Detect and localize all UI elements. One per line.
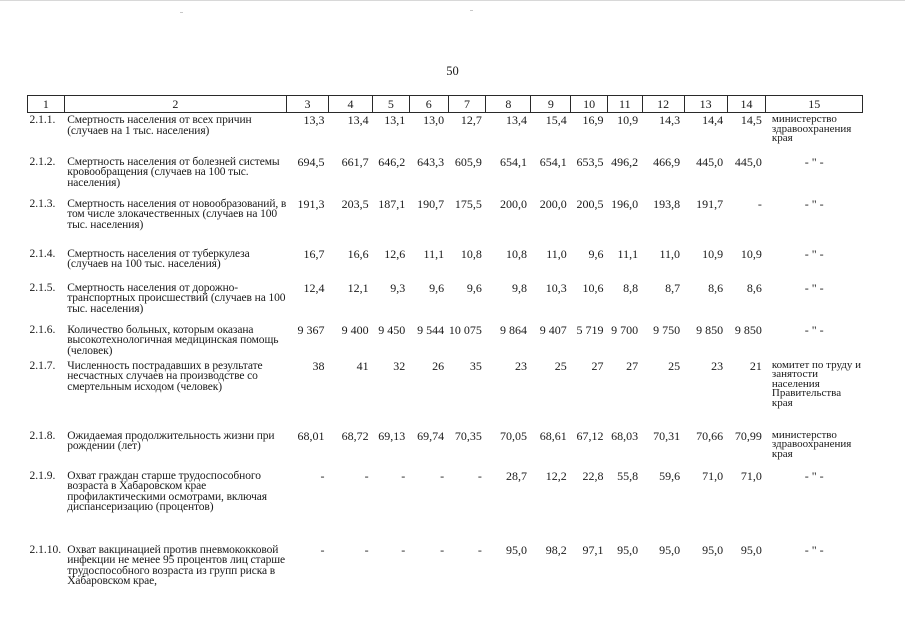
value-cell: 25 xyxy=(554,358,567,373)
scan-speck xyxy=(180,12,183,13)
responsible-executor: - " - xyxy=(804,280,824,295)
column-header-4: 4 xyxy=(329,96,373,113)
value-cell: 9 544 xyxy=(417,322,445,337)
table-row xyxy=(28,469,863,543)
scan-edge-line xyxy=(0,0,905,1)
value-cell: 694,5 xyxy=(297,154,325,169)
column-header-11: 11 xyxy=(608,96,643,113)
value-cell: 97,1 xyxy=(582,542,604,557)
table-row xyxy=(28,429,863,469)
value-cell: 193,8 xyxy=(653,196,681,211)
indicator-code: 2.1.9. xyxy=(29,469,56,482)
indicators-table xyxy=(27,95,863,607)
column-header-12: 12 xyxy=(642,96,684,113)
responsible-executor: - " - xyxy=(804,154,824,169)
value-cell: 13,4 xyxy=(347,113,369,127)
responsible-executor: - " - xyxy=(804,542,824,557)
value-cell: 203,5 xyxy=(341,196,369,211)
value-cell: 9 864 xyxy=(499,322,527,337)
value-cell: 10 075 xyxy=(448,322,482,337)
value-cell: 5 719 xyxy=(576,322,604,337)
value-cell: 15,4 xyxy=(545,113,567,127)
table-row xyxy=(28,323,863,359)
value-cell: 200,0 xyxy=(539,196,567,211)
value-cell: 68,61 xyxy=(539,428,567,443)
column-header-2: 2 xyxy=(64,96,286,113)
value-cell: 9,8 xyxy=(511,280,527,295)
value-cell: 13,1 xyxy=(384,113,406,127)
value-cell: 12,7 xyxy=(460,113,482,127)
column-header-6: 6 xyxy=(409,96,448,113)
value-cell: 14,4 xyxy=(702,113,724,127)
value-cell: 16,9 xyxy=(582,113,604,127)
value-cell: 643,3 xyxy=(417,154,445,169)
value-cell: 95,0 xyxy=(617,542,639,557)
value-cell: - xyxy=(320,468,325,483)
value-cell: 12,4 xyxy=(303,280,325,295)
table-row xyxy=(28,113,863,155)
value-cell: 9 750 xyxy=(653,322,681,337)
indicator-code: 2.1.2. xyxy=(29,155,56,168)
value-cell: 191,7 xyxy=(696,196,724,211)
value-cell: - xyxy=(364,542,369,557)
value-cell: 9 367 xyxy=(297,322,325,337)
value-cell: 10,3 xyxy=(545,280,567,295)
value-cell: 9 850 xyxy=(734,322,762,337)
responsible-executor: - " - xyxy=(804,196,824,211)
column-header-15: 15 xyxy=(766,96,863,113)
value-cell: 95,0 xyxy=(740,542,762,557)
value-cell: - xyxy=(757,196,762,211)
indicator-name: Количество больных, которым оказана высокотехнологичная медицинская помощь (человек) xyxy=(67,323,279,357)
value-cell: 95,0 xyxy=(702,542,724,557)
value-cell: 38 xyxy=(312,358,325,373)
value-cell: 68,01 xyxy=(297,428,325,443)
value-cell: 98,2 xyxy=(545,542,567,557)
value-cell: 67,12 xyxy=(576,428,604,443)
value-cell: 69,74 xyxy=(417,428,445,443)
scan-speck xyxy=(470,10,473,11)
value-cell: 9 450 xyxy=(378,322,406,337)
column-header-10: 10 xyxy=(571,96,608,113)
value-cell: 445,0 xyxy=(734,154,762,169)
indicator-name: Ожидаемая продолжительность жизни при рождении (лет) xyxy=(67,429,275,452)
value-cell: 14,5 xyxy=(740,113,762,127)
indicator-name: Смертность населения от всех причин (случаев на 1 тыс. населения) xyxy=(67,114,252,137)
responsible-executor: - " - xyxy=(804,246,824,261)
value-cell: 13,0 xyxy=(423,113,445,127)
value-cell: 654,1 xyxy=(499,154,527,169)
value-cell: 11,1 xyxy=(423,246,445,261)
responsible-executor: министерство здравоохранения края xyxy=(771,113,852,144)
column-header-13: 13 xyxy=(684,96,727,113)
table-body xyxy=(28,113,863,607)
column-header-1: 1 xyxy=(28,96,65,113)
value-cell: 9 400 xyxy=(341,322,369,337)
value-cell: - xyxy=(364,468,369,483)
value-cell: 10,8 xyxy=(460,246,482,261)
value-cell: 661,7 xyxy=(341,154,369,169)
value-cell: 9 700 xyxy=(611,322,639,337)
value-cell: 654,1 xyxy=(539,154,567,169)
value-cell: 11,0 xyxy=(659,246,681,261)
value-cell: 95,0 xyxy=(659,542,681,557)
value-cell: 13,3 xyxy=(303,113,325,127)
value-cell: 196,0 xyxy=(611,196,639,211)
indicator-code: 2.1.10. xyxy=(29,543,62,556)
value-cell: 70,05 xyxy=(499,428,527,443)
value-cell: 10,9 xyxy=(617,113,639,127)
column-header-7: 7 xyxy=(448,96,486,113)
indicator-code: 2.1.5. xyxy=(29,281,56,294)
value-cell: 70,66 xyxy=(696,428,724,443)
value-cell: - xyxy=(401,542,406,557)
indicator-code: 2.1.8. xyxy=(29,429,56,442)
table-row xyxy=(28,197,863,247)
value-cell: 27 xyxy=(626,358,639,373)
value-cell: 28,7 xyxy=(505,468,527,483)
indicator-code: 2.1.6. xyxy=(29,323,56,336)
page-number: 50 xyxy=(446,64,459,78)
value-cell: 21 xyxy=(749,358,762,373)
value-cell: 8,8 xyxy=(623,280,639,295)
responsible-executor: - " - xyxy=(804,322,824,337)
column-header-5: 5 xyxy=(373,96,410,113)
value-cell: - xyxy=(320,542,325,557)
value-cell: 13,4 xyxy=(505,113,527,127)
value-cell: 70,35 xyxy=(454,428,482,443)
value-cell: 16,7 xyxy=(303,246,325,261)
value-cell: 32 xyxy=(393,358,406,373)
column-header-8: 8 xyxy=(486,96,531,113)
value-cell: 9,3 xyxy=(390,280,406,295)
value-cell: 41 xyxy=(356,358,369,373)
value-cell: 8,6 xyxy=(746,280,762,295)
value-cell: 9 407 xyxy=(539,322,567,337)
value-cell: 9 850 xyxy=(696,322,724,337)
value-cell: 200,5 xyxy=(576,196,604,211)
value-cell: 11,1 xyxy=(617,246,639,261)
value-cell: 187,1 xyxy=(378,196,406,211)
value-cell: - xyxy=(440,468,445,483)
value-cell: 496,2 xyxy=(611,154,639,169)
value-cell: 12,6 xyxy=(384,246,406,261)
value-cell: 191,3 xyxy=(297,196,325,211)
value-cell: 605,9 xyxy=(454,154,482,169)
value-cell: 8,7 xyxy=(665,280,681,295)
value-cell: 190,7 xyxy=(417,196,445,211)
value-cell: 9,6 xyxy=(429,280,445,295)
indicator-name: Смертность населения от дорожно-транспортных происшествий (случаев на 100 тыс. населения) xyxy=(67,281,286,315)
value-cell: 16,6 xyxy=(347,246,369,261)
value-cell: 55,8 xyxy=(617,468,639,483)
value-cell: 9,6 xyxy=(466,280,482,295)
value-cell: 646,2 xyxy=(378,154,406,169)
responsible-executor: министерство здравоохранения края xyxy=(771,428,852,460)
indicator-name: Смертность населения от болезней системы кровообращения (случаев на 100 тыс. населения) xyxy=(67,155,280,189)
value-cell: 466,9 xyxy=(653,154,681,169)
indicator-name: Охват вакцинацией против пневмококковой инфекции не менее 95 процентов лиц старше трудоспособного возраста из групп риска в Хабаровском крае, xyxy=(67,543,286,587)
value-cell: - xyxy=(401,468,406,483)
value-cell: 68,03 xyxy=(611,428,639,443)
table-header-row xyxy=(28,96,863,113)
value-cell: 23 xyxy=(514,358,527,373)
column-header-14: 14 xyxy=(727,96,766,113)
indicator-name: Смертность населения от туберкулеза (случаев на 100 тыс. населения) xyxy=(67,247,250,270)
value-cell: 12,2 xyxy=(545,468,567,483)
value-cell: 23 xyxy=(711,358,724,373)
value-cell: 10,9 xyxy=(740,246,762,261)
value-cell: 27 xyxy=(591,358,604,373)
value-cell: 95,0 xyxy=(505,542,527,557)
indicator-code: 2.1.1. xyxy=(29,114,56,126)
value-cell: 14,3 xyxy=(659,113,681,127)
table-row xyxy=(28,247,863,281)
value-cell: 59,6 xyxy=(659,468,681,483)
value-cell: 200,0 xyxy=(499,196,527,211)
indicators-table-container xyxy=(27,95,863,607)
value-cell: 653,5 xyxy=(576,154,604,169)
value-cell: - xyxy=(440,542,445,557)
value-cell: 445,0 xyxy=(696,154,724,169)
indicator-name: Смертность населения от новообразований, в том числе злокачественных (случаев на 100 тыс. населения) xyxy=(67,197,287,231)
indicator-code: 2.1.4. xyxy=(29,247,56,260)
value-cell: - xyxy=(477,468,482,483)
value-cell: 71,0 xyxy=(740,468,762,483)
value-cell: 69,13 xyxy=(378,428,406,443)
value-cell: 8,6 xyxy=(708,280,724,295)
indicator-code: 2.1.3. xyxy=(29,197,56,210)
value-cell: 10,6 xyxy=(582,280,604,295)
responsible-executor: - " - xyxy=(804,468,824,483)
value-cell: 70,31 xyxy=(653,428,681,443)
value-cell: 175,5 xyxy=(454,196,482,211)
indicator-code: 2.1.7. xyxy=(29,359,56,372)
value-cell: 10,9 xyxy=(702,246,724,261)
value-cell: 35 xyxy=(469,358,482,373)
table-row xyxy=(28,359,863,429)
column-header-3: 3 xyxy=(287,96,329,113)
value-cell: 25 xyxy=(668,358,681,373)
value-cell: 22,8 xyxy=(582,468,604,483)
indicator-name: Охват граждан старше трудоспособного возраста в Хабаровском крае профилактическими осмотрами, включая диспансеризацию (процентов) xyxy=(67,469,267,513)
table-row xyxy=(28,543,863,607)
table-row xyxy=(28,281,863,323)
value-cell: - xyxy=(477,542,482,557)
value-cell: 10,8 xyxy=(505,246,527,261)
value-cell: 68,72 xyxy=(341,428,369,443)
table-row xyxy=(28,155,863,197)
value-cell: 9,6 xyxy=(588,246,604,261)
value-cell: 12,1 xyxy=(347,280,369,295)
value-cell: 11,0 xyxy=(546,246,567,261)
column-header-9: 9 xyxy=(531,96,571,113)
value-cell: 70,99 xyxy=(734,428,762,443)
responsible-executor: комитет по труду и занятости населения Правительства края xyxy=(771,358,862,409)
indicator-name: Численность пострадавших в результате несчастных случаев на производстве со смертельным исходом (человек) xyxy=(67,359,263,393)
value-cell: 26 xyxy=(432,358,445,373)
value-cell: 71,0 xyxy=(702,468,724,483)
